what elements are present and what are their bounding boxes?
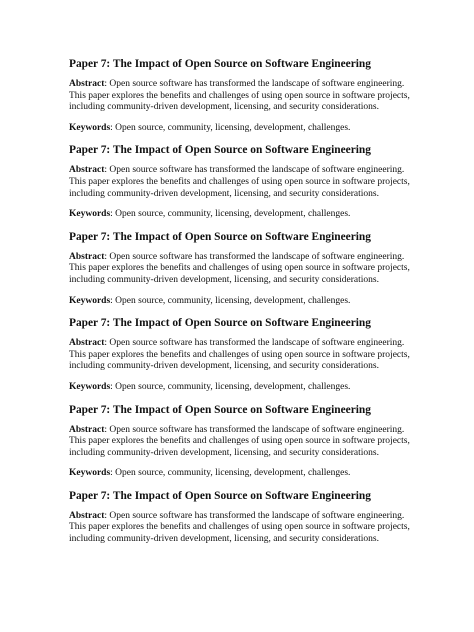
keywords-label: Keywords — [69, 381, 111, 392]
keywords-label: Keywords — [69, 209, 111, 220]
abstract-label: Abstract — [69, 510, 105, 521]
keywords-text: : Open source, community, licensing, development, challenges. — [110, 381, 351, 392]
keywords-paragraph — [69, 468, 415, 480]
abstract-paragraph — [69, 252, 415, 287]
paper-entry — [69, 403, 415, 480]
paper-title: Paper 7: The Impact of Open Source on Software Engineering — [69, 489, 371, 502]
abstract-paragraph — [69, 425, 415, 460]
paper-entry — [69, 489, 415, 546]
abstract-label: Abstract — [69, 424, 105, 435]
keywords-paragraph — [69, 296, 415, 308]
keywords-paragraph — [69, 209, 415, 221]
keywords-label: Keywords — [69, 122, 111, 133]
abstract-label: Abstract — [69, 338, 105, 349]
paper-title: Paper 7: The Impact of Open Source on Software Engineering — [69, 230, 371, 243]
keywords-text: : Open source, community, licensing, development, challenges. — [110, 122, 351, 133]
keywords-paragraph — [69, 123, 415, 135]
keywords-label: Keywords — [69, 295, 111, 306]
paper-title: Paper 7: The Impact of Open Source on Software Engineering — [69, 317, 371, 330]
abstract-paragraph — [69, 511, 415, 546]
abstract-paragraph — [69, 338, 415, 373]
abstract-text: : Open source software has transformed the landscape of software engineering. This paper explores the benefits and challenges of using open source in software projects, including community-driven development, licensing, and security considerations. — [69, 510, 410, 545]
paper-title: Paper 7: The Impact of Open Source on Software Engineering — [69, 144, 371, 157]
abstract-text: : Open source software has transformed the landscape of software engineering. This paper explores the benefits and challenges of using open source in software projects, including community-driven development, licensing, and security considerations. — [69, 251, 410, 285]
abstract-text: : Open source software has transformed the landscape of software engineering. This paper explores the benefits and challenges of using open source in software projects, including community-driven development, licensing, and security considerations. — [69, 424, 410, 458]
keywords-text: : Open source, community, licensing, development, challenges. — [110, 468, 351, 479]
abstract-label: Abstract — [69, 251, 105, 262]
abstract-label: Abstract — [69, 165, 105, 176]
abstract-label: Abstract — [69, 79, 105, 89]
abstract-text: : Open source software has transformed the landscape of software engineering. This paper explores the benefits and challenges of using open source in software projects, including community-driven development, licensing, and security considerations. — [69, 338, 410, 372]
paper-entry — [69, 57, 415, 134]
abstract-paragraph — [69, 165, 415, 200]
document-page — [69, 57, 415, 555]
paper-entry — [69, 230, 415, 307]
keywords-label: Keywords — [69, 468, 111, 479]
paper-title: Paper 7: The Impact of Open Source on Software Engineering — [69, 58, 371, 70]
paper-entry — [69, 316, 415, 393]
abstract-text: : Open source software has transformed the landscape of software engineering. This paper explores the benefits and challenges of using open source in software projects, including community-driven development, licensing, and security considerations. — [69, 79, 410, 113]
paper-title: Paper 7: The Impact of Open Source on Software Engineering — [69, 403, 371, 416]
abstract-paragraph — [69, 79, 415, 114]
keywords-text: : Open source, community, licensing, development, challenges. — [110, 209, 351, 220]
keywords-text: : Open source, community, licensing, development, challenges. — [110, 295, 351, 306]
abstract-text: : Open source software has transformed the landscape of software engineering. This paper explores the benefits and challenges of using open source in software projects, including community-driven development, licensing, and security considerations. — [69, 165, 410, 199]
keywords-paragraph — [69, 382, 415, 394]
paper-entry — [69, 143, 415, 220]
